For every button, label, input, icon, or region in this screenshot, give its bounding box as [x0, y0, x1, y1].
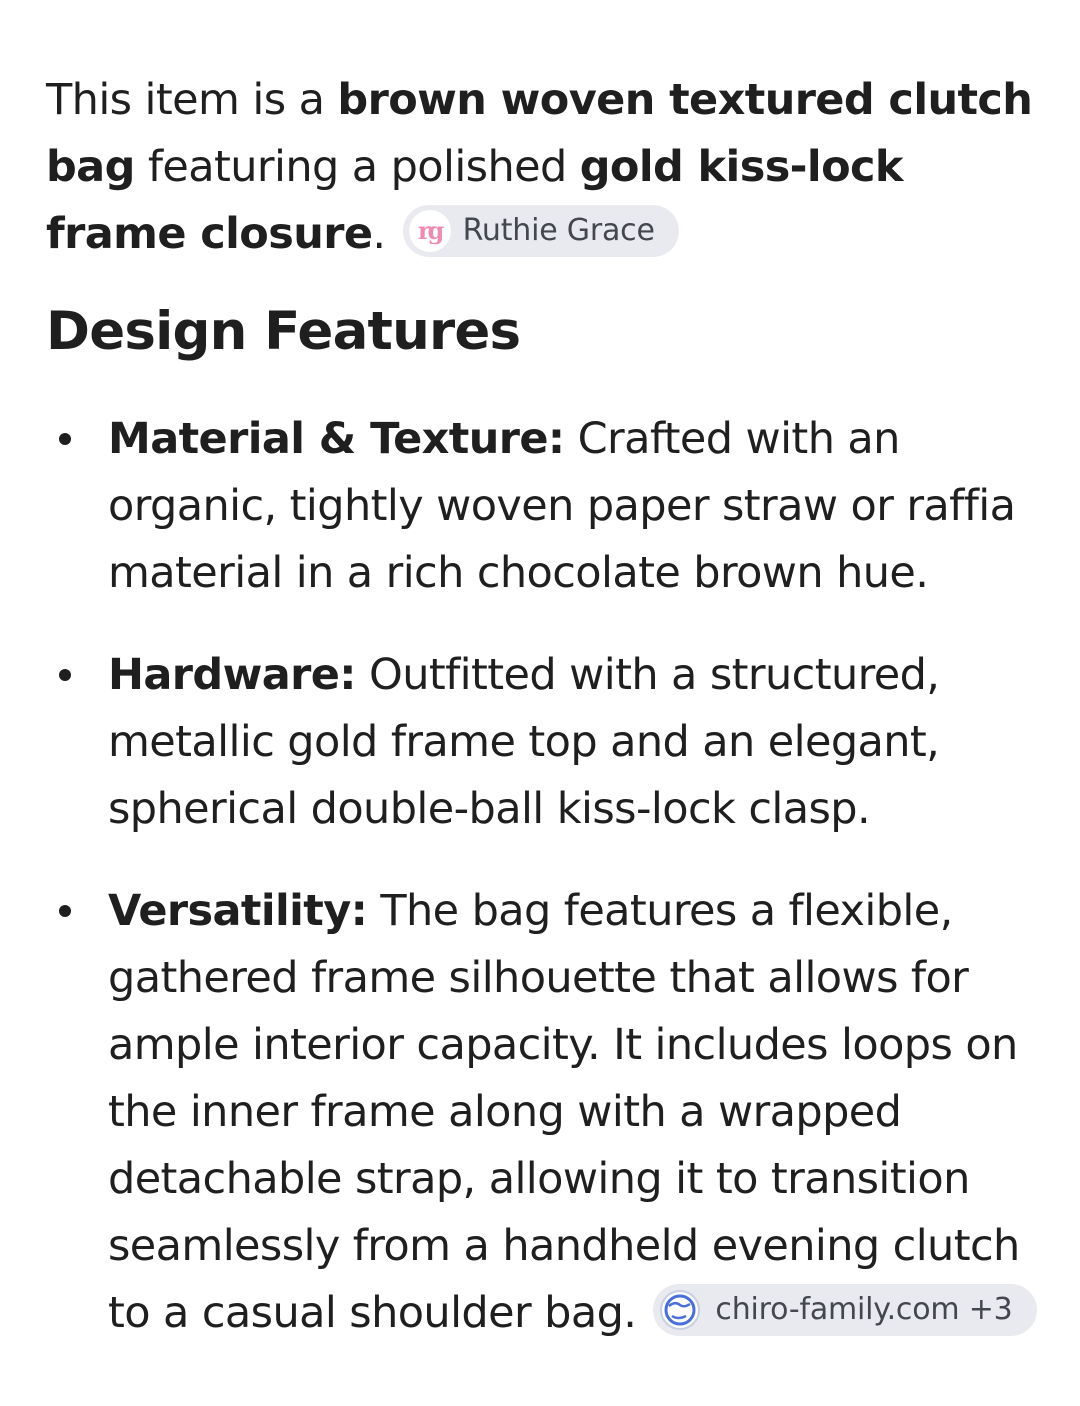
- intro-prefix: This item is a: [46, 75, 338, 125]
- ruthie-grace-logo-icon: rg: [409, 210, 451, 252]
- section-heading: Design Features: [46, 301, 521, 362]
- intro-paragraph: [46, 67, 1046, 268]
- bullet: [59, 433, 71, 445]
- source-chip-label: Ruthie Grace: [462, 213, 655, 248]
- feature-item-hardware: [46, 642, 1046, 843]
- feature-item-material: [46, 406, 1046, 607]
- intro-suffix: .: [372, 209, 386, 259]
- feature-title: Material & Texture:: [108, 414, 565, 464]
- source-chip-chiro-family[interactable]: [653, 1284, 1036, 1336]
- feature-title: Hardware:: [108, 650, 356, 700]
- feature-text: Crafted with an organic, tightly woven paper straw or raffia material in a rich chocolate brown hue.: [108, 414, 1016, 598]
- feature-text: Outfitted with a structured, metallic gold frame top and an elegant, spherical double-ball kiss-lock clasp.: [108, 650, 940, 834]
- feature-text: The bag features a flexible, gathered frame silhouette that allows for ample interior capacity. It includes loops on the inner frame along with a wrapped detachable strap, allowing it to transition seamlessly from a handheld evening clutch to a casual shoulder bag.: [108, 886, 1020, 1338]
- feature-item-versatility: [46, 878, 1046, 1347]
- intro-bold-bag: brown woven textured clutch bag: [46, 75, 1033, 192]
- intro-middle: featuring a polished: [134, 142, 580, 192]
- feature-title: Versatility:: [108, 886, 368, 936]
- source-chip-ruthie-grace[interactable]: [403, 205, 679, 257]
- bullet: [59, 669, 71, 681]
- feature-list: [46, 406, 1046, 1382]
- intro-bold-closure: gold kiss-lock frame closure: [46, 142, 903, 259]
- globe-icon: [659, 1289, 701, 1331]
- bullet: [59, 905, 71, 917]
- source-chip-label: chiro-family.com +3: [715, 1292, 1013, 1327]
